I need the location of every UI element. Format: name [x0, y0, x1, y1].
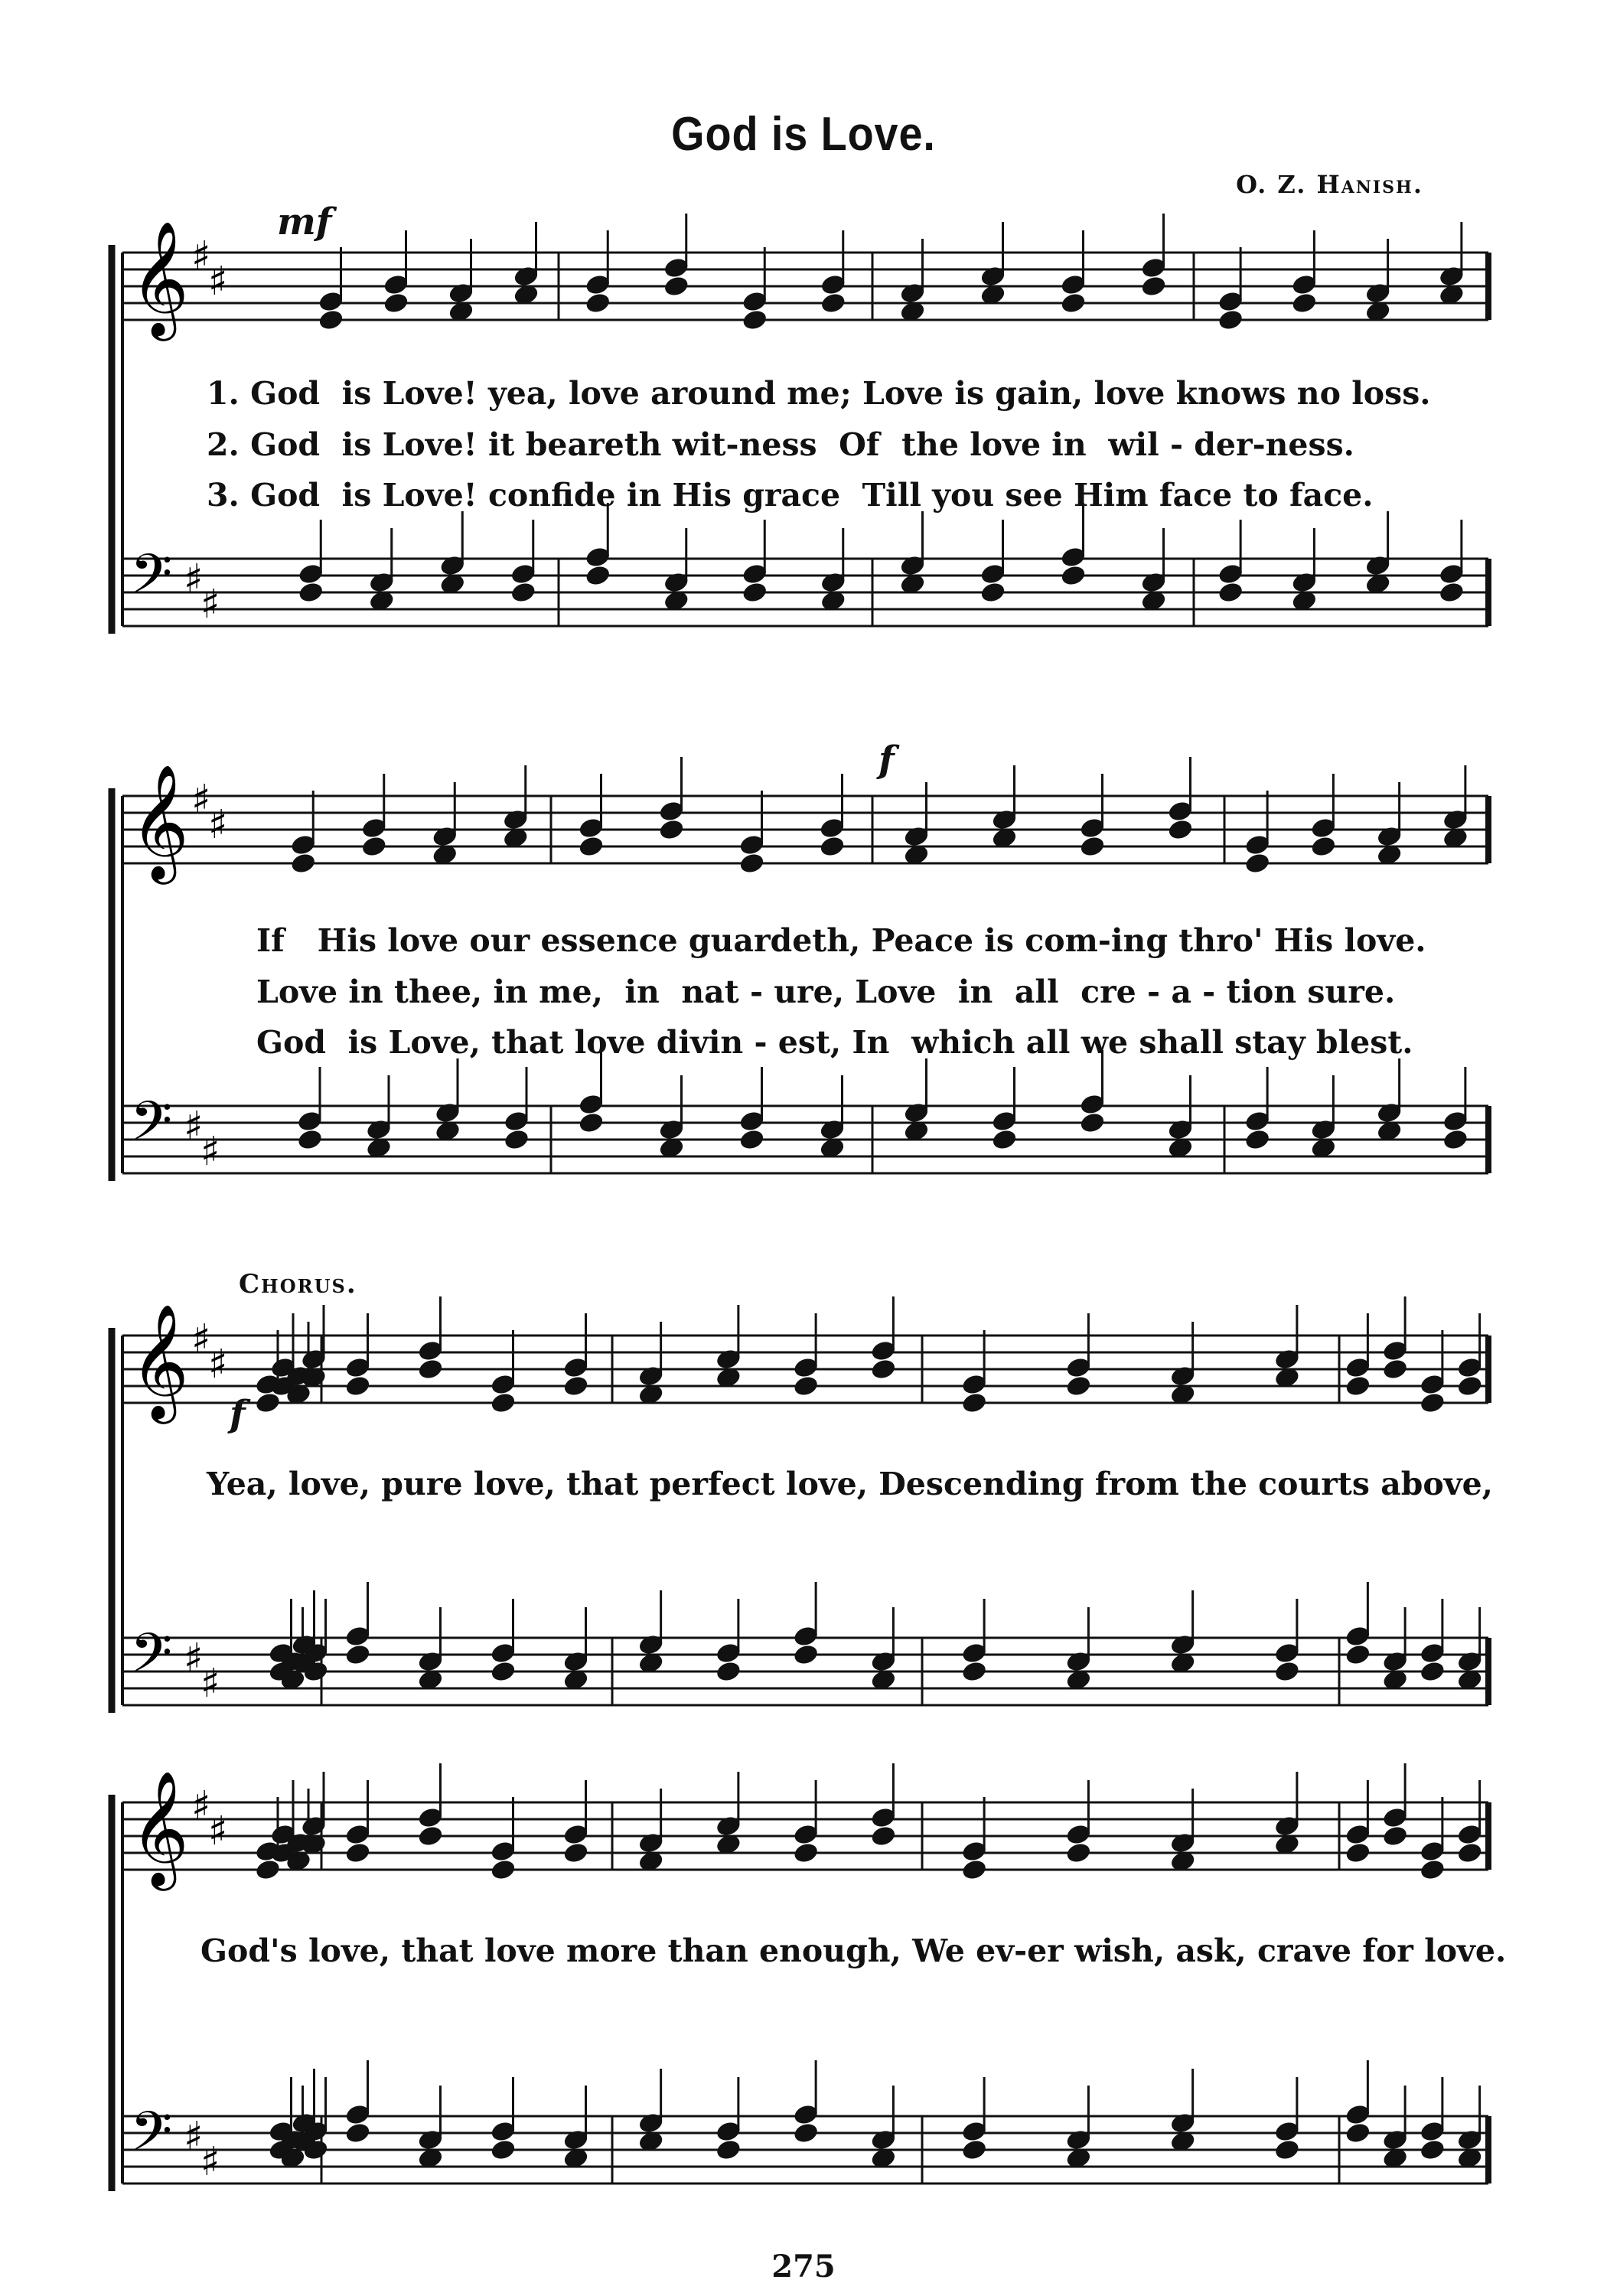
note [1456, 1313, 1484, 1397]
note-head [584, 292, 611, 315]
note [1291, 528, 1319, 612]
note-head [417, 1825, 445, 1848]
sharp-icon: ♯ [184, 1636, 204, 1681]
note-head [1060, 564, 1087, 588]
note [1140, 528, 1168, 612]
note-head [562, 1841, 590, 1865]
bass-staff-1 [122, 543, 1488, 628]
note [268, 2077, 295, 2161]
sharp-icon: ♯ [200, 1129, 220, 1175]
note [1345, 1780, 1372, 1864]
note [1376, 1058, 1403, 1143]
note-head [1419, 2138, 1446, 2162]
note [510, 520, 537, 604]
note [870, 1607, 898, 1691]
note-head [578, 835, 605, 859]
note [1273, 1599, 1301, 1683]
note [344, 1780, 372, 1864]
sharp-icon: ♯ [191, 1316, 211, 1362]
note [490, 1599, 517, 1683]
note-head [991, 1128, 1019, 1152]
note [562, 1607, 590, 1691]
note [417, 1296, 445, 1381]
note [434, 1058, 461, 1143]
note [562, 1313, 590, 1397]
note [741, 520, 768, 604]
note-head [792, 1841, 820, 1865]
note-head [870, 1825, 898, 1848]
composer-credit: O. Z. Hanish. [1236, 170, 1423, 199]
note [297, 520, 324, 604]
note [715, 1772, 742, 1856]
note [344, 1313, 372, 1397]
note [562, 2086, 590, 2170]
note [903, 1058, 931, 1143]
note [1442, 765, 1469, 850]
note-head [1419, 1391, 1446, 1415]
note-head [1345, 1841, 1372, 1865]
note-head [578, 1111, 605, 1135]
note [1456, 2086, 1484, 2170]
note [513, 222, 540, 306]
note [344, 1582, 372, 1666]
note [637, 2069, 665, 2153]
note [1060, 230, 1087, 315]
note-head [1079, 835, 1107, 859]
note [792, 1582, 820, 1666]
bass-clef-icon: 𝄢 [130, 1622, 173, 1698]
note [1419, 1599, 1446, 1683]
sharp-icon: ♯ [184, 1104, 204, 1150]
note [1065, 1607, 1093, 1691]
sharp-icon: ♯ [208, 1808, 228, 1854]
note [269, 1313, 297, 1397]
note [1060, 503, 1087, 587]
note [870, 1763, 898, 1848]
note [1167, 1075, 1195, 1159]
note-head [1079, 1111, 1107, 1135]
note-head [417, 1358, 445, 1381]
note [490, 1330, 517, 1414]
sharp-icon: ♯ [208, 802, 228, 848]
note [637, 1590, 665, 1675]
sharp-icon: ♯ [184, 2114, 204, 2160]
note-head [1456, 1841, 1484, 1865]
verse-3-line-1: 3. God is Love! confide in His grace Till you see Him face to face. [207, 477, 1374, 514]
note-head [503, 1128, 530, 1152]
note [820, 528, 847, 612]
note-head [658, 818, 686, 842]
note [658, 757, 686, 841]
note-head [663, 275, 690, 298]
note-head [360, 835, 388, 859]
note-head [254, 1858, 282, 1882]
verse-2-line-1: 2. God is Love! it beareth wit-ness Of the love in wil - der-ness. [207, 426, 1354, 463]
chorus-label: Chorus. [239, 1269, 357, 1300]
bass-clef-icon: 𝄢 [130, 1090, 173, 1166]
note [663, 214, 690, 298]
note [1364, 511, 1392, 595]
note-head [289, 852, 317, 876]
note [562, 1780, 590, 1864]
note [1381, 1607, 1409, 1691]
note-head [1244, 1128, 1271, 1152]
note [503, 1067, 530, 1151]
note [715, 2077, 742, 2161]
sharp-icon: ♯ [200, 582, 220, 628]
note-head [490, 2138, 517, 2162]
note [663, 528, 690, 612]
note [741, 247, 768, 331]
note-head [1381, 1825, 1409, 1848]
note-head [318, 308, 345, 332]
note [1419, 2077, 1446, 2161]
note [1169, 2069, 1197, 2153]
note-head [980, 581, 1007, 605]
note [980, 520, 1007, 604]
note-head [1419, 1660, 1446, 1684]
note [980, 222, 1007, 306]
note [578, 1050, 605, 1134]
note [1244, 1067, 1271, 1151]
treble-clef-icon: 𝄞 [130, 763, 189, 879]
note [819, 1075, 846, 1159]
note-head [1140, 275, 1168, 298]
note [584, 230, 611, 315]
note [318, 247, 345, 331]
chorus-line-2: God's love, that love more than enough, We ev-er wish, ask, crave for love. [200, 1932, 1507, 1969]
note [289, 791, 317, 875]
note-head [296, 1128, 324, 1152]
note-head [870, 1358, 898, 1381]
dynamic-marking-chorus-f: f [230, 1393, 246, 1436]
dynamic-marking-mf: mf [277, 201, 332, 243]
note [792, 1313, 820, 1397]
treble-clef-icon: 𝄞 [130, 1769, 189, 1886]
note [1419, 1797, 1446, 1881]
note [792, 2060, 820, 2144]
note [1310, 1075, 1338, 1159]
note [368, 528, 396, 612]
note [1381, 1296, 1409, 1381]
note [1345, 1582, 1372, 1666]
note-head [1442, 1128, 1469, 1152]
verse-1-line-2: If His love our essence guardeth, Peace is com-ing thro' His love. [256, 922, 1426, 959]
note [291, 1590, 318, 1675]
note [819, 774, 846, 858]
bass-clef-icon: 𝄢 [130, 2100, 173, 2177]
note-head [1310, 835, 1338, 859]
note-head [297, 581, 324, 605]
note-head [1273, 2138, 1301, 2162]
bass-staff-2 [122, 1090, 1488, 1175]
note [268, 1599, 295, 1683]
note [417, 1763, 445, 1848]
note-head [1456, 1375, 1484, 1398]
note-head [1291, 292, 1319, 315]
sharp-icon: ♯ [191, 233, 211, 279]
note-head [1167, 818, 1195, 842]
note [715, 1599, 742, 1683]
note-head [383, 292, 410, 315]
note [1169, 1590, 1197, 1675]
note [438, 511, 466, 595]
note-head [1345, 2122, 1372, 2145]
note [870, 1296, 898, 1381]
note [1438, 222, 1465, 306]
note-head [1244, 852, 1271, 876]
note [960, 1599, 988, 1683]
note [658, 1075, 686, 1159]
note-head [960, 1391, 988, 1415]
note [960, 1797, 988, 1881]
note [269, 1780, 297, 1864]
note [960, 1330, 988, 1414]
verse-2-line-2: Love in thee, in me, in nat - ure, Love in all cre - a - tion sure. [256, 974, 1396, 1010]
note [417, 2086, 445, 2170]
note [738, 791, 766, 875]
note [1438, 520, 1465, 604]
note-head [510, 581, 537, 605]
note [991, 1067, 1019, 1151]
note-head [1060, 292, 1087, 315]
sharp-icon: ♯ [200, 1661, 220, 1707]
note [1273, 1305, 1301, 1389]
note [291, 2069, 318, 2153]
note [1244, 791, 1271, 875]
note-head [1381, 1358, 1409, 1381]
note [344, 2060, 372, 2144]
chorus-line-1: Yea, love, pure love, that perfect love, Descending from the courts above, [207, 1466, 1493, 1502]
note [792, 1780, 820, 1864]
note-head [960, 2138, 988, 2162]
note-head [792, 1375, 820, 1398]
note-head [819, 835, 846, 859]
note [899, 511, 927, 595]
note [1079, 1050, 1107, 1134]
sharp-icon: ♯ [191, 1783, 211, 1829]
note-head [344, 1643, 372, 1667]
note [1345, 2060, 1372, 2144]
note [490, 2077, 517, 2161]
note-head [741, 581, 768, 605]
note-head [254, 1391, 282, 1415]
note-head [741, 308, 768, 332]
note [365, 1075, 393, 1159]
note [1273, 2077, 1301, 2161]
note [300, 1772, 328, 1856]
hymn-title: God is Love. [671, 108, 936, 161]
sharp-icon: ♯ [184, 556, 204, 602]
treble-clef-icon: 𝄞 [130, 220, 189, 336]
dynamic-marking-f: f [878, 739, 895, 781]
note-head [490, 1858, 517, 1882]
note-head [344, 2122, 372, 2145]
note-head [715, 1660, 742, 1684]
note-head [344, 1841, 372, 1865]
note [820, 230, 847, 315]
note [490, 1797, 517, 1881]
note [1456, 1607, 1484, 1691]
note-head [1065, 1375, 1093, 1398]
note [300, 1305, 328, 1389]
page-number: 275 [771, 2249, 836, 2285]
sharp-icon: ♯ [208, 1342, 228, 1388]
note-head [490, 1660, 517, 1684]
note [383, 230, 410, 315]
note [578, 774, 605, 858]
note [1140, 214, 1168, 298]
note-head [715, 2138, 742, 2162]
note [1217, 247, 1244, 331]
note-head [738, 852, 766, 876]
note-head [344, 1375, 372, 1398]
sharp-icon: ♯ [208, 259, 228, 305]
sharp-icon: ♯ [191, 777, 211, 823]
note [1065, 2086, 1093, 2170]
note [1442, 1067, 1469, 1151]
note-head [1345, 1643, 1372, 1667]
note [870, 2086, 898, 2170]
note [991, 765, 1019, 850]
note [417, 1607, 445, 1691]
note [1381, 2086, 1409, 2170]
note [1291, 230, 1319, 315]
note [1065, 1313, 1093, 1397]
note-head [490, 1391, 517, 1415]
note-head [1065, 1841, 1093, 1865]
verse-3-line-2: God is Love, that love divin - est, In which all we shall stay blest. [256, 1024, 1413, 1061]
sharp-icon: ♯ [200, 2139, 220, 2185]
note-head [792, 1643, 820, 1667]
note [1167, 757, 1195, 841]
note [360, 774, 388, 858]
verse-1-line-1: 1. God is Love! yea, love around me; Love is gain, love knows no loss. [207, 375, 1431, 412]
treble-staff-2 [122, 763, 1488, 885]
note [1310, 774, 1338, 858]
note [1079, 774, 1107, 858]
note-head [1438, 581, 1465, 605]
note [1065, 1780, 1093, 1864]
note-head [792, 2122, 820, 2145]
note [1456, 1780, 1484, 1864]
note [715, 1305, 742, 1389]
bass-clef-icon: 𝄢 [130, 543, 173, 619]
note-head [1345, 1375, 1372, 1398]
note-head [960, 1858, 988, 1882]
note [738, 1067, 766, 1151]
note-head [960, 1660, 988, 1684]
staff-systems [112, 220, 1488, 2191]
note-head [738, 1128, 766, 1152]
note [960, 2077, 988, 2161]
note [1381, 1763, 1409, 1848]
note-head [1273, 1660, 1301, 1684]
note [1273, 1772, 1301, 1856]
note [1217, 520, 1244, 604]
note-head [1419, 1858, 1446, 1882]
treble-clef-icon: 𝄞 [130, 1303, 189, 1419]
note-head [562, 1375, 590, 1398]
note-head [1217, 581, 1244, 605]
note [1345, 1313, 1372, 1397]
note-head [820, 292, 847, 315]
note [502, 765, 530, 850]
note [296, 1067, 324, 1151]
note [1419, 1330, 1446, 1414]
note-head [584, 564, 611, 588]
note [584, 503, 611, 587]
note-head [1217, 308, 1244, 332]
